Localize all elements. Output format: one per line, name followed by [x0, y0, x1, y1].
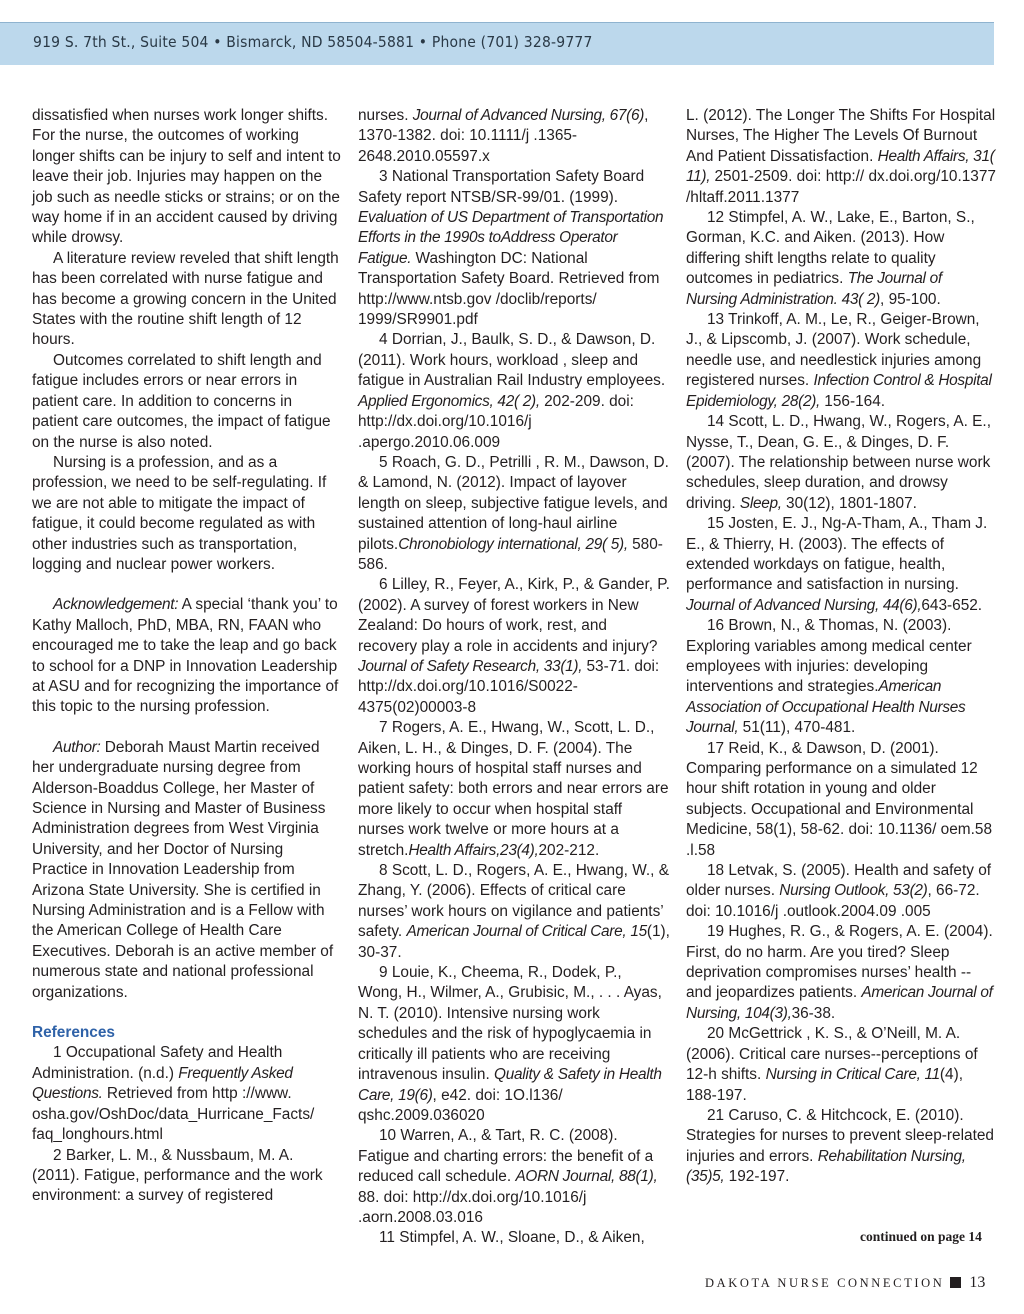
body-paragraph: dissatisfied when nurses work longer shifts. For the nurse, the outcomes of working longer shifts can be injury to self and intent to leave their job. Injuries may happen on the job such as needle sticks or strains; or on the way home if in an accident caused by driving while drowsy.	[32, 107, 341, 247]
reference-18: 18 Letvak, S. (2005). Health and safety of older nurses. Nursing Outlook, 53(2), 66-72. doi: 10.1016/j .outlook.2004.09 .005	[686, 862, 992, 920]
continued-note: continued on page 14	[860, 1229, 982, 1244]
body-paragraph: A literature review reveled that shift length has been correlated with nurse fatigue and has become a growing concern in the United States with the routine shift length of 12 hours.	[32, 249, 339, 349]
reference-1: 1 Occupational Safety and Health Administration. (n.d.) Frequently Asked Questions. Retrieved from http ://www. osha.gov/OshDoc/data_Hurricane_Facts/ faq_longhours.html	[32, 1044, 315, 1144]
reference-20: 20 McGettrick , K. S., & O’Neill, M. A. (2006). Critical care nurses--perceptions of 12-h shifts. Nursing in Critical Care, 11(4), 188-197.	[686, 1025, 978, 1104]
reference-11-end: L. (2012). The Longer The Shifts For Hospital Nurses, The Higher The Levels Of Burnout And Patient Dissatisfaction. Health Affairs, 31( 11), 2501-2509. doi: http:// dx.doi.org/10.1377 /hltaff.2011.1377	[686, 107, 996, 206]
column-3	[686, 106, 996, 1188]
publication-name: DAKOTA NURSE CONNECTION	[705, 1276, 945, 1290]
acknowledgement-paragraph	[32, 595, 342, 717]
author-paragraph	[32, 738, 342, 1003]
reference-7: 7 Rogers, A. E., Hwang, W., Scott, L. D., Aiken, L. H., & Dinges, D. F. (2004). The working hours of hospital staff nurses and patient safety: both errors and near errors are more likely to occur when hospital staff nurses work twelve or more hours at a stretch.Health Affairs,23(4),202-212.	[358, 719, 669, 859]
reference-12: 12 Stimpfel, A. W., Lake, E., Barton, S., Gorman, K.C. and Aiken. (2013). How differing shift lengths relate to quality outcomes in pediatrics. The Journal of Nursing Administration. 43( 2), 95-100.	[686, 209, 975, 308]
body-paragraph: Nursing is a profession, and as a profession, we need to be self-regulating. If we are not able to mitigate the impact of fatigue, it could become regulated as with other industries such as transportation, logging and nuclear power workers.	[32, 453, 327, 573]
reference-2-start: 2 Barker, L. M., & Nussbaum, M. A. (2011). Fatigue, performance and the work environment: a survey of registered	[32, 1146, 323, 1205]
acknowledgement-label: Acknowledgement:	[53, 596, 179, 614]
reference-5: 5 Roach, G. D., Petrilli , R. M., Dawson, D. & Lamond, N. (2012). Impact of layover length on sleep, subjective fatigue levels, and sustained attention of long-haul airline pilots.Chronobiology international, 29( 5), 580-586.	[358, 453, 669, 573]
reference-2-end: nurses. Journal of Advanced Nursing, 67(6), 1370-1382. doi: 10.1111/j .1365-2648.2010.05597.x	[358, 107, 649, 165]
page-number: 13	[969, 1274, 986, 1291]
reference-13: 13 Trinkoff, A. M., Le, R., Geiger-Brown, J., & Lipscomb, J. (2007). Work schedule, needle use, and needlestick injuries among registered nurses. Infection Control & Hospital Epidemiology, 28(2), 156-164.	[686, 311, 992, 410]
header-bar	[0, 22, 994, 65]
reference-11-start: 11 Stimpfel, A. W., Sloane, D., & Aiken,	[379, 1229, 645, 1247]
reference-19: 19 Hughes, R. G., & Rogers, A. E. (2004). First, do no harm. Are you tired? Sleep deprivation compromises nurses’ health -- and jeopardizes patients. American Journal of Nursing, 104(3),36-38.	[686, 923, 993, 1022]
reference-4: 4 Dorrian, J., Baulk, S. D., & Dawson, D. (2011). Work hours, workload , sleep and fatigue in Australian Rail Industry employees. Applied Ergonomics, 42( 2), 202-209. doi: http://dx.doi.org/10.1016/j .apergo.2010.06.009	[358, 331, 666, 451]
square-separator-icon	[950, 1277, 961, 1288]
header-address: 919 S. 7th St., Suite 504 • Bismarck, ND 58504-5881 • Phone (701) 328-9777	[33, 33, 593, 51]
body-paragraph: Outcomes correlated to shift length and fatigue includes errors or near errors in patient care. In addition to concerns in patient care outcomes, the impact of fatigue on the nurse is also noted.	[32, 351, 331, 451]
reference-15: 15 Josten, E. J., Ng-A-Tham, A., Tham J. E., & Thierry, H. (2003). The effects of extended workdays on fatigue, health, performance and satisfaction in nursing. Journal of Advanced Nursing, 44(6),643-652.	[686, 515, 988, 614]
reference-6: 6 Lilley, R., Feyer, A., Kirk, P., & Gander, P. (2002). A survey of forest workers in New Zealand: Do hours of work, rest, and recovery play a role in accidents and injury? Journal of Safety Research, 33(1), 53-71. doi: http://dx.doi.org/10.1016/S0022-4375(02)00003-8	[358, 576, 670, 716]
reference-14: 14 Scott, L. D., Hwang, W., Rogers, A. E., Nysse, T., Dean, G. E., & Dinges, D. F. (2007). The relationship between nurse work schedules, sleep duration, and drowsy driving. Sleep, 30(12), 1801-1807.	[686, 413, 991, 512]
reference-16: 16 Brown, N., & Thomas, N. (2003). Exploring variables among medical center employees with injuries: developing interventions and strategies.American Association of Occupational Health Nurses Journal, 51(11), 470-481.	[686, 617, 972, 737]
reference-3: 3 National Transportation Safety Board Safety report NTSB/SR-99/01. (1999). Evaluation of US Department of Transportation Efforts in the 1990s toAddress Operator Fatigue. Washington DC: National Transportation Safety Board. Retrieved from http://www.ntsb.gov /doclib/reports/ 1999/SR9901.pdf	[358, 168, 664, 329]
reference-21: 21 Caruso, C. & Hitchcock, E. (2010). Strategies for nurses to prevent sleep-related injuries and errors. Rehabilitation Nursing, (35)5, 192-197.	[686, 1106, 994, 1186]
author-label: Author:	[53, 738, 101, 756]
reference-10: 10 Warren, A., & Tart, R. C. (2008). Fatigue and charting errors: the benefit of a reduced call schedule. AORN Journal, 88(1), 88. doi: http://dx.doi.org/10.1016/j .aorn.2008.03.016	[358, 1127, 658, 1226]
column-2	[358, 106, 670, 1249]
page-footer	[705, 1274, 985, 1292]
reference-9: 9 Louie, K., Cheema, R., Dodek, P., Wong, H., Wilmer, A., Grubisic, M., . . . Ayas, N. T. (2010). Intensive nursing work schedules and the risk of hypoglycaemia in critically ill patients who are receiving intravenous insulin. Quality & Safety in Health Care, 19(6), e42. doi: 1O.l136/ qshc.2009.036020	[358, 964, 662, 1124]
references-heading: References	[32, 1024, 115, 1042]
reference-8: 8 Scott, L. D., Rogers, A. E., Hwang, W., & Zhang, Y. (2006). Effects of critical care nurses’ work hours on vigilance and patients’ safety. American Journal of Critical Care, 15(1), 30-37.	[358, 862, 670, 961]
reference-17: 17 Reid, K., & Dawson, D. (2001). Comparing performance on a simulated 12 hour shift rotation in young and older subjects. Occupational and Environmental Medicine, 58(1), 58-62. doi: 10.1136/ oem.58 .l.58	[686, 739, 993, 859]
column-1	[32, 106, 342, 1207]
author-text: Deborah Maust Martin received her undergraduate nursing degree from Alderson-Boaddus College, her Master of Science in Nursing and Master of Business Administration degrees from West Virginia University, and her Doctor of Nursing Practice in Innovation Leadership from Arizona State University. She is certified in Nursing Administration and is a Fellow with the American College of Health Care Executives. Deborah is an active member of numerous state and national professional organizations.	[32, 738, 334, 1001]
acknowledgement-text: A special ‘thank you’ to Kathy Malloch, PhD, MBA, RN, FAAN who encouraged me to take the leap and go back to school for a DNP in Innovation Leadership at ASU and for recognizing the importance of this topic to the nursing profession.	[32, 596, 339, 716]
